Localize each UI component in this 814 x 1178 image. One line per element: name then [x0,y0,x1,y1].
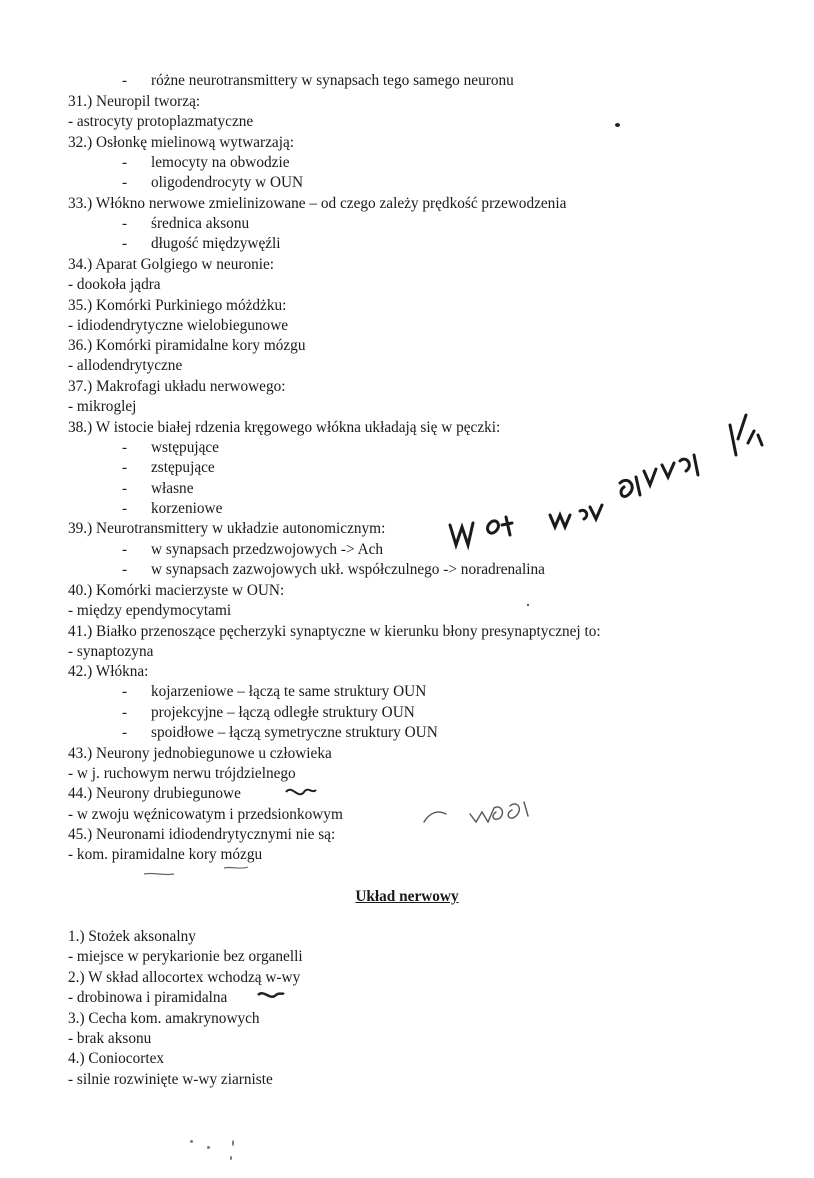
bullet-item: - długość międzywęźli [122,235,281,252]
question-38: 38.) W istocie białej rdzenia kręgowego włókna układają się w pęczki: [68,419,501,436]
bullet-item: - projekcyjne – łączą odległe struktury OUN [122,704,415,721]
question-41: 41.) Białko przenoszące pęcherzyki synaptyczne w kierunku błony presynaptycznej to: [68,623,601,640]
bullet-item: - w synapsach zazwojowych ukł. współczulnego -> noradrenalina [122,561,545,578]
bullet-item: - zstępujące [122,459,215,476]
bullet-item: - lemocyty na obwodzie [122,154,290,171]
question-44: 44.) Neurony drubiegunowe [68,785,241,802]
speck-mark [232,1140,234,1146]
section-question-2: 2.) W skład allocortex wchodzą w-wy [68,969,301,986]
section-title: Układ nerwowy [355,888,459,905]
answer-31: - astrocyty protoplazmatyczne [68,113,254,130]
answer-44: - w zwoju węźnicowatym i przedsionkowym [68,806,343,823]
bullet-item: - w synapsach przedzwojowych -> Ach [122,541,384,558]
answer-34: - dookoła jądra [68,276,161,293]
handwriting-scribble [140,862,260,882]
question-37: 37.) Makrofagi układu nerwowego: [68,378,286,395]
question-32: 32.) Osłonkę mielinową wytwarzają: [68,134,294,151]
question-33: 33.) Włókno nerwowe zmielinizowane – od czego zależy prędkość przewodzenia [68,195,567,212]
question-45: 45.) Neuronami idiodendrytycznymi nie są: [68,826,336,843]
question-40: 40.) Komórki macierzyste w OUN: [68,582,285,599]
question-31: 31.) Neuropil tworzą: [68,93,201,110]
answer-37: - mikroglej [68,398,137,415]
bullet-item: - spoidłowe – łączą symetryczne struktury OUN [122,724,438,741]
bullet-item: - oligodendrocyty w OUN [122,174,304,191]
question-34: 34.) Aparat Golgiego w neuronie: [68,256,275,273]
question-43: 43.) Neurony jednobiegunowe u człowieka [68,745,332,762]
question-39: 39.) Neurotransmittery w układzie autonomicznym: [68,520,386,537]
answer-40: - między ependymocytami [68,602,232,619]
section-answer-4: - silnie rozwinięte w-wy ziarniste [68,1071,273,1088]
answer-41: - synaptozyna [68,643,154,660]
answer-45: - kom. piramidalne kory mózgu [68,846,263,863]
question-35: 35.) Komórki Purkiniego móżdżku: [68,297,287,314]
speck-mark [190,1140,193,1143]
section-question-1: 1.) Stożek aksonalny [68,928,196,945]
handwriting-scribble [256,988,286,1002]
section-answer-1: - miejsce w perykarionie bez organelli [68,948,303,965]
section-answer-2: - drobinowa i piramidalna [68,989,228,1006]
section-answer-3: - brak aksonu [68,1030,152,1047]
handwriting-scribble [418,792,538,832]
answer-43: - w j. ruchowym nerwu trójdzielnego [68,765,296,782]
bullet-item: - średnica aksonu [122,215,250,232]
answer-35: - idiodendrytyczne wielobiegunowe [68,317,289,334]
bullet-item: - korzeniowe [122,500,223,517]
question-42: 42.) Włókna: [68,663,149,680]
speck-mark [527,604,529,606]
section-question-4: 4.) Coniocortex [68,1050,165,1067]
bullet-item: - kojarzeniowe – łączą te same struktury OUN [122,683,427,700]
handwriting-scribble [430,405,790,565]
speck-mark [207,1146,210,1149]
speck-mark [615,123,620,127]
speck-mark [230,1156,232,1160]
bullet-item: - wstępujące [122,439,219,456]
bullet-item: - różne neurotransmittery w synapsach tego samego neuronu [122,72,514,89]
bullet-item: - własne [122,480,194,497]
question-36: 36.) Komórki piramidalne kory mózgu [68,337,306,354]
handwriting-scribble [282,780,322,800]
section-question-3: 3.) Cecha kom. amakrynowych [68,1010,260,1027]
answer-36: - allodendrytyczne [68,357,183,374]
